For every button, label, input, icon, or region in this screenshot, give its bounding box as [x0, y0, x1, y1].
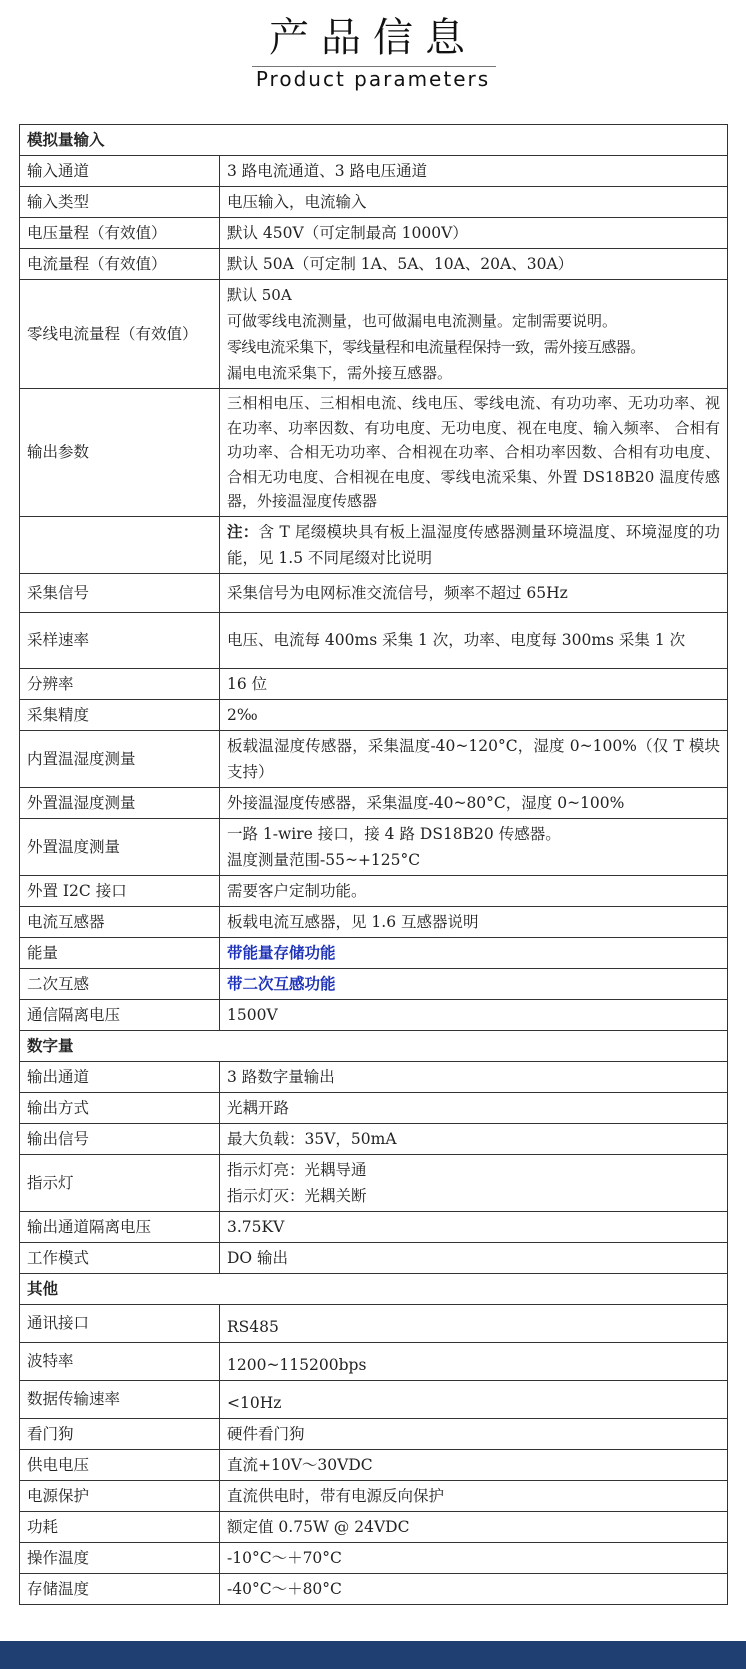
table-row: [20, 1542, 728, 1573]
param-value: [220, 818, 728, 875]
table-row: [20, 1242, 728, 1273]
param-label: 外置温度测量: [20, 818, 220, 875]
param-label: 存储温度: [20, 1573, 220, 1604]
param-label: 分辨率: [20, 668, 220, 699]
table-row: [20, 906, 728, 937]
table-row: [20, 1211, 728, 1242]
param-value: 电压、电流每 400ms 采集 1 次，功率、电度每 300ms 采集 1 次: [220, 612, 728, 668]
param-label: 输出通道: [20, 1061, 220, 1092]
table-row: [20, 1123, 728, 1154]
param-value: 直流+10V～30VDC: [220, 1449, 728, 1480]
table-row: [20, 968, 728, 999]
param-value: 电压输入，电流输入: [220, 187, 728, 218]
param-label: 指示灯: [20, 1154, 220, 1211]
table-row: [20, 818, 728, 875]
param-value: 额定值 0.75W @ 24VDC: [220, 1511, 728, 1542]
table-row: [20, 1061, 728, 1092]
param-value: DO 输出: [220, 1242, 728, 1273]
param-label: 采集精度: [20, 699, 220, 730]
param-label: 二次互感: [20, 968, 220, 999]
param-label: 输入通道: [20, 156, 220, 187]
value-line: 指示灯亮：光耦导通: [227, 1160, 367, 1179]
param-label: 内置温湿度测量: [20, 730, 220, 787]
param-value: 默认 450V（可定制最高 1000V）: [220, 218, 728, 249]
param-label: 工作模式: [20, 1242, 220, 1273]
table-row: [20, 249, 728, 280]
param-value: 2‰: [220, 699, 728, 730]
table-row: [20, 389, 728, 517]
section-header-digital: [20, 1030, 728, 1061]
param-label: 供电电压: [20, 1449, 220, 1480]
param-value: 1200~115200bps: [220, 1342, 728, 1380]
param-value: 外接温湿度传感器，采集温度-40~80°C，湿度 0~100%: [220, 787, 728, 818]
table-row: [20, 612, 728, 668]
param-value: [220, 280, 728, 389]
table-row: [20, 280, 728, 389]
param-value: <10Hz: [220, 1380, 728, 1418]
table-row: [20, 187, 728, 218]
param-label: 看门狗: [20, 1418, 220, 1449]
param-label: 外置 I2C 接口: [20, 875, 220, 906]
footer-bar: [0, 1641, 746, 1669]
table-row: [20, 937, 728, 968]
param-value: 默认 50A（可定制 1A、5A、10A、20A、30A）: [220, 249, 728, 280]
param-value: 16 位: [220, 668, 728, 699]
param-value: -10°C～＋70°C: [220, 1542, 728, 1573]
value-line: 一路 1-wire 接口，接 4 路 DS18B20 传感器。: [227, 824, 561, 843]
param-value: [220, 1154, 728, 1211]
param-label: 数据传输速率: [20, 1380, 220, 1418]
param-value: 光耦开路: [220, 1092, 728, 1123]
param-label: 采集信号: [20, 573, 220, 612]
table-row: [20, 668, 728, 699]
value-line: 零线电流采集下，零线量程和电流量程保持一致，需外接互感器。: [227, 338, 645, 356]
table-row: [20, 1573, 728, 1604]
param-label: 电流量程（有效值）: [20, 249, 220, 280]
table-row: [20, 1449, 728, 1480]
section-header-analog: [20, 125, 728, 156]
param-value: RS485: [220, 1304, 728, 1342]
param-label: 电流互感器: [20, 906, 220, 937]
table-row: [20, 218, 728, 249]
table-row: [20, 787, 728, 818]
spec-table: [19, 124, 728, 1605]
table-row: [20, 730, 728, 787]
param-label: 波特率: [20, 1342, 220, 1380]
param-value: -40°C～＋80°C: [220, 1573, 728, 1604]
table-row: [20, 875, 728, 906]
param-value: 板载电流互感器，见 1.6 互感器说明: [220, 906, 728, 937]
param-value: 需要客户定制功能。: [220, 875, 728, 906]
table-row: [20, 1480, 728, 1511]
param-value: 采集信号为电网标准交流信号，频率不超过 65Hz: [220, 573, 728, 612]
page-subtitle: Product parameters: [255, 67, 491, 91]
param-value: 直流供电时，带有电源反向保护: [220, 1480, 728, 1511]
param-value: [220, 516, 728, 573]
table-row: [20, 516, 728, 573]
table-row: [20, 1154, 728, 1211]
param-label: 输出通道隔离电压: [20, 1211, 220, 1242]
param-label: 外置温湿度测量: [20, 787, 220, 818]
param-label: 电源保护: [20, 1480, 220, 1511]
param-label: 输入类型: [20, 187, 220, 218]
param-value: 3 路数字量输出: [220, 1061, 728, 1092]
param-value: 硬件看门狗: [220, 1418, 728, 1449]
table-row: [20, 156, 728, 187]
table-row: [20, 1304, 728, 1342]
section-title: 模拟量输入: [20, 125, 728, 156]
table-row: [20, 573, 728, 612]
param-label: 功耗: [20, 1511, 220, 1542]
param-label: 操作温度: [20, 1542, 220, 1573]
param-label: 通信隔离电压: [20, 999, 220, 1030]
value-line: 温度测量范围-55~+125°C: [227, 850, 421, 869]
param-label: 能量: [20, 937, 220, 968]
table-row: [20, 1418, 728, 1449]
table-row: [20, 999, 728, 1030]
param-value-highlight: 带能量存储功能: [220, 937, 728, 968]
note-label: 注：: [227, 521, 259, 541]
section-header-other: [20, 1273, 728, 1304]
value-line: 漏电电流采集下，需外接互感器。: [227, 364, 453, 382]
table-row: [20, 1342, 728, 1380]
note-text: 含 T 尾缀模块具有板上温湿度传感器测量环境温度、环境湿度的功能，见 1.5 不同尾缀对比说明: [227, 522, 721, 567]
param-label: 零线电流量程（有效值）: [20, 280, 220, 389]
param-label: 输出信号: [20, 1123, 220, 1154]
table-row: [20, 1511, 728, 1542]
param-label: [20, 516, 220, 573]
value-line: 默认 50A: [227, 286, 292, 304]
param-value: 最大负载：35V，50mA: [220, 1123, 728, 1154]
param-value: 3 路电流通道、3 路电压通道: [220, 156, 728, 187]
param-label: 输出参数: [20, 389, 220, 517]
param-value: 1500V: [220, 999, 728, 1030]
section-title: 数字量: [20, 1030, 728, 1061]
page-title: 产品信息: [269, 15, 477, 61]
table-row: [20, 1380, 728, 1418]
table-row: [20, 1092, 728, 1123]
param-label: 通讯接口: [20, 1304, 220, 1342]
param-label: 输出方式: [20, 1092, 220, 1123]
param-label: 电压量程（有效值）: [20, 218, 220, 249]
value-line: 指示灯灭：光耦关断: [227, 1186, 367, 1205]
table-row: [20, 699, 728, 730]
param-value: 3.75KV: [220, 1211, 728, 1242]
param-value: 板载温湿度传感器，采集温度-40~120°C，湿度 0~100%（仅 T 模块支持）: [220, 730, 728, 787]
param-value: 三相相电压、三相相电流、线电压、零线电流、有功功率、无功功率、视在功率、功率因数、有功电度、无功电度、视在电度、输入频率、 合相有功功率、合相无功功率、合相视在功率、合相功率因数、合相有功电度、合相无功电度、合相视在电度、零线电流采集、外置 DS18B20 温度传感器，外接温湿度传感器: [220, 389, 728, 517]
param-value-highlight: 带二次互感功能: [220, 968, 728, 999]
value-line: 可做零线电流测量，也可做漏电电流测量。定制需要说明。: [227, 312, 618, 330]
section-title: 其他: [20, 1273, 728, 1304]
param-label: 采样速率: [20, 612, 220, 668]
